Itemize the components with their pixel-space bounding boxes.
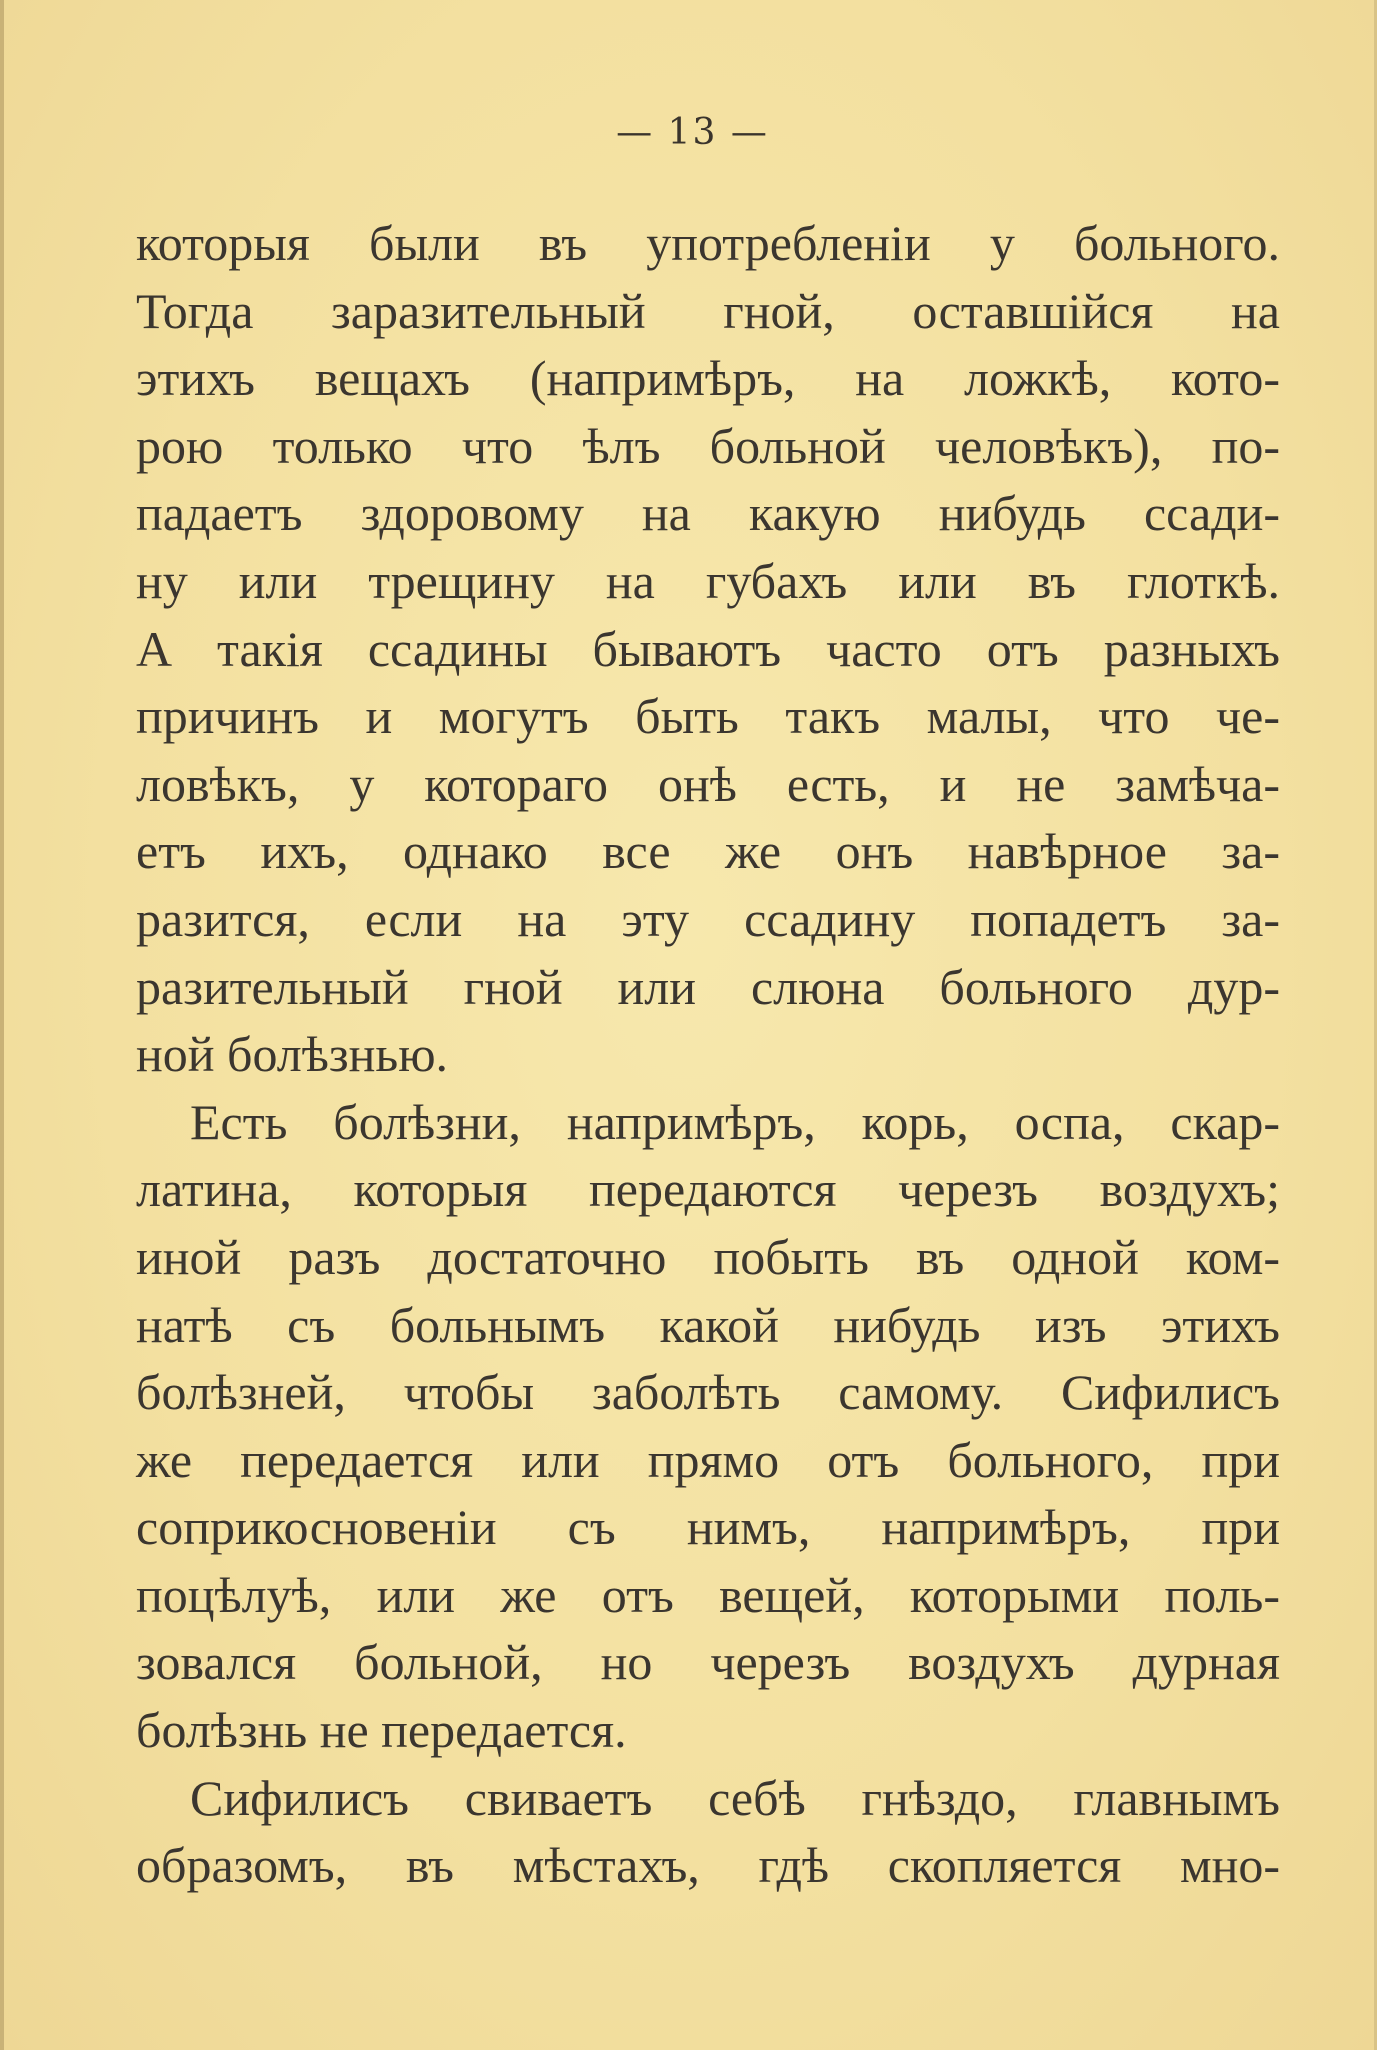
- text-line: Сифилисъ свиваетъ себѣ гнѣздо, главнымъ: [190, 1769, 1280, 1826]
- text-line: же передается или прямо отъ больного, при: [136, 1431, 1280, 1488]
- text-line: зовался больной, но черезъ воздухъ дурная: [136, 1634, 1280, 1691]
- text-line: болѣзнь не передается.: [136, 1702, 627, 1759]
- page-number: — 13 —: [616, 112, 769, 153]
- text-line: разится, если на эту ссадину попадетъ за-: [136, 890, 1280, 947]
- text-line: Тогда заразительный гной, оставшійся на: [136, 282, 1280, 339]
- text-line: иной разъ достаточно побыть въ одной ком-: [136, 1228, 1280, 1285]
- text-line: А такія ссадины бываютъ часто отъ разныхъ: [136, 620, 1280, 677]
- text-line: натѣ съ больнымъ какой нибудь изъ этихъ: [136, 1296, 1280, 1353]
- text-line: ловѣкъ, у котораго онѣ есть, и не замѣча-: [136, 755, 1280, 812]
- text-line: разительный гной или слюна больного дур-: [136, 958, 1280, 1015]
- text-line: ной болѣзнью.: [136, 1026, 449, 1083]
- text-line: поцѣлуѣ, или же отъ вещей, которыми поль-: [136, 1566, 1280, 1623]
- text-line: соприкосновеніи съ нимъ, напримѣръ, при: [136, 1499, 1280, 1556]
- text-line: образомъ, въ мѣстахъ, гдѣ скопляется мно-: [136, 1837, 1280, 1894]
- text-line: этихъ вещахъ (напримѣръ, на ложкѣ, кото-: [136, 350, 1280, 407]
- text-line: рою только что ѣлъ больной человѣкъ), по-: [136, 417, 1280, 474]
- text-line: болѣзней, чтобы заболѣть самому. Сифилисъ: [136, 1364, 1280, 1421]
- text-line: которыя были въ употребленіи у больного.: [136, 215, 1280, 271]
- text-line: етъ ихъ, однако все же онъ навѣрное за-: [136, 823, 1280, 880]
- text-line: Есть болѣзни, напримѣръ, корь, оспа, скар-: [190, 1093, 1280, 1150]
- text-line: причинъ и могутъ быть такъ малы, что че-: [136, 688, 1280, 745]
- text-line: падаетъ здоровому на какую нибудь ссади-: [136, 485, 1280, 542]
- body-text: [136, 210, 1280, 1900]
- text-line: ну или трещину на губахъ или въ глоткѣ.: [136, 552, 1280, 609]
- text-line: латина, которыя передаются черезъ воздухъ;: [136, 1161, 1280, 1218]
